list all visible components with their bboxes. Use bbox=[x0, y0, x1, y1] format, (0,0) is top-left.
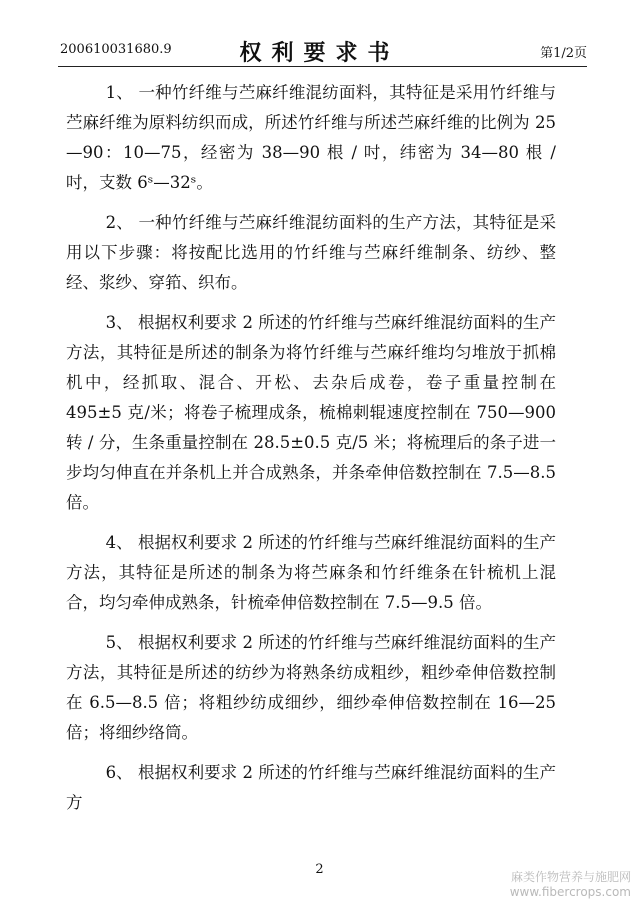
claim-6: 6、 根据权利要求 2 所述的竹纤维与苎麻纤维混纺面料的生产方 bbox=[66, 763, 556, 812]
claim-4: 4、 根据权利要求 2 所述的竹纤维与苎麻纤维混纺面料的生产方法，其特征是所述的制条为将苎麻条和竹纤维条在针梳机上混合，均匀牵伸成熟条，针梳牵伸倍数控制在 7.5—9.5 倍。 bbox=[66, 533, 556, 612]
claim-3: 3、 根据权利要求 2 所述的竹纤维与苎麻纤维混纺面料的生产方法，其特征是所述的制条为将竹纤维与苎麻纤维均匀堆放于抓棉机中，经抓取、混合、开松、去杂后成卷，卷子重量控制在 495±5 克/米；将卷子梳理成条，梳棉刺辊速度控制在 750—900 转 / 分，生条重量控制在 28.5±0.5 克/5 米；将梳理后的条子进一步均匀伸直在并条机上并合成熟条，并条牵伸倍数控制在 7.5—8.5 倍。 bbox=[66, 313, 556, 512]
page-label: 第1/2页 bbox=[540, 46, 587, 61]
claim-5: 5、 根据权利要求 2 所述的竹纤维与苎麻纤维混纺面料的生产方法，其特征是所述的纺纱为将熟条纺成粗纱，粗纱牵伸倍数控制在 6.5—8.5 倍；将粗纱纺成细纱，细纱牵伸倍数控制在 16—25 倍；将细纱络筒。 bbox=[66, 633, 556, 742]
claim-2: 2、 一种竹纤维与苎麻纤维混纺面料的生产方法，其特征是采用以下步骤：将按配比选用的竹纤维与苎麻纤维制条、纺纱、整经、浆纱、穿筘、织布。 bbox=[66, 213, 556, 292]
header-divider bbox=[58, 66, 587, 67]
application-number: 200610031680.9 bbox=[60, 42, 172, 57]
claim-1: 1、 一种竹纤维与苎麻纤维混纺面料，其特征是采用竹纤维与苎麻纤维为原料纺织而成，所述竹纤维与所述苎麻纤维的比例为 25—90：10—75，经密为 38—90 根 / 吋，纬密为 34—80 根 / 吋，支数 6ˢ—32ˢ。 bbox=[66, 83, 556, 192]
claims-list bbox=[66, 78, 556, 828]
site-watermark bbox=[510, 870, 631, 900]
watermark-line-1: 麻类作物营养与施肥网 bbox=[510, 870, 631, 884]
page-number: 2 bbox=[315, 862, 324, 877]
watermark-line-2: www.fibercrops.com bbox=[509, 885, 631, 899]
document-title: 权利要求书 bbox=[239, 40, 400, 66]
